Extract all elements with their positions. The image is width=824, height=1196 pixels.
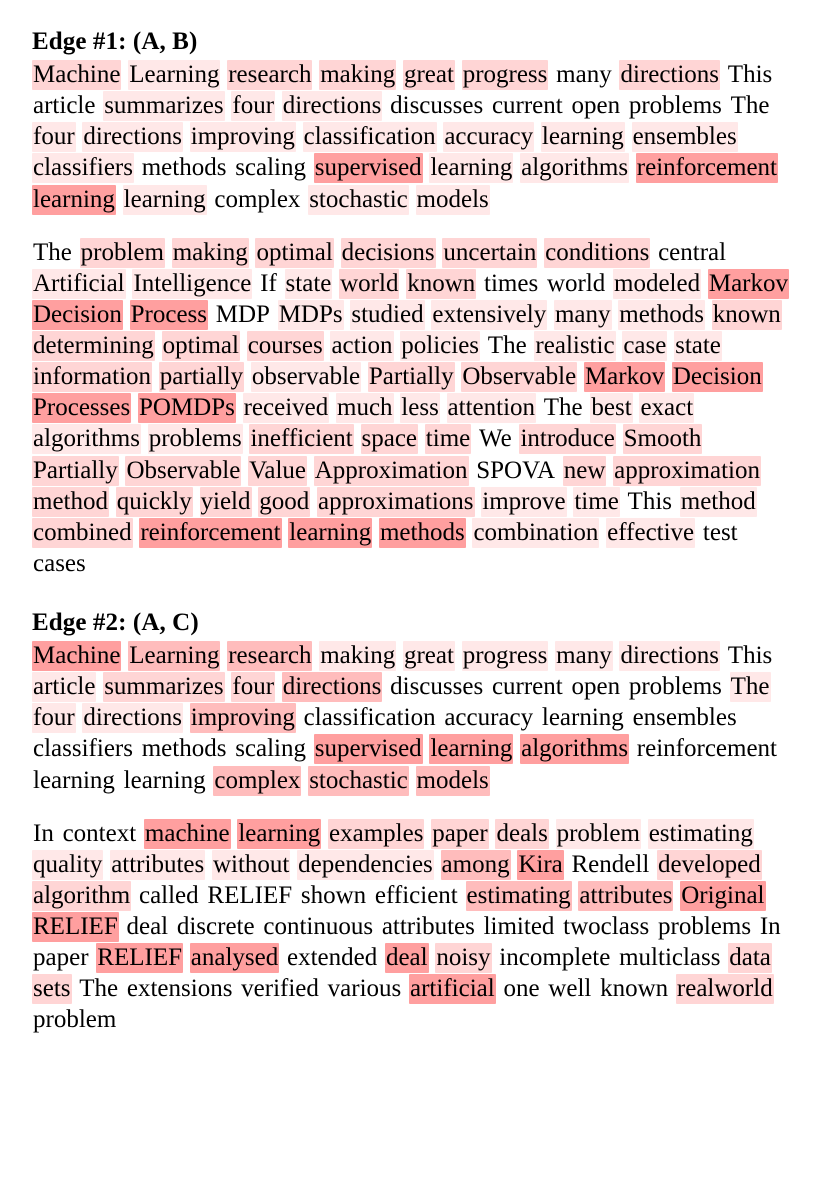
- token: new: [563, 456, 606, 484]
- token: models: [416, 766, 489, 794]
- token: Learning: [129, 642, 220, 669]
- token: learning: [430, 154, 513, 182]
- token: This: [627, 487, 672, 515]
- token: reinforcement: [636, 154, 777, 182]
- token: discrete: [176, 913, 255, 940]
- token: Artificial: [33, 269, 125, 297]
- token: open: [571, 92, 621, 120]
- token: In: [759, 913, 781, 940]
- token: deal: [385, 944, 428, 972]
- token: If: [260, 269, 277, 297]
- token: various: [327, 975, 402, 1003]
- token: making: [172, 238, 248, 266]
- token: directions: [282, 673, 382, 701]
- token: four: [33, 123, 75, 151]
- token: problem: [556, 819, 640, 847]
- token: inefficient: [250, 425, 353, 453]
- token: combined: [33, 518, 132, 546]
- token: accuracy: [444, 704, 534, 732]
- token: learning: [33, 185, 115, 213]
- token: known: [407, 269, 476, 297]
- token: four: [232, 673, 275, 701]
- token: methods: [619, 300, 704, 328]
- token: models: [416, 185, 489, 213]
- token: estimating: [648, 819, 753, 847]
- token: reinforcement: [140, 518, 281, 546]
- token: directions: [620, 642, 720, 669]
- token: known: [712, 300, 781, 328]
- token: studied: [351, 300, 424, 328]
- token: ensembles: [632, 704, 737, 732]
- token: The: [543, 394, 583, 422]
- token: central: [658, 238, 727, 266]
- token: one: [503, 975, 540, 1003]
- token: making: [320, 642, 396, 669]
- token: learning: [430, 735, 513, 763]
- edge-title: Edge #1: (A, B): [32, 28, 198, 55]
- token: yield: [200, 487, 251, 515]
- token: courses: [247, 332, 323, 359]
- token: progress: [462, 61, 548, 88]
- token: problem: [80, 238, 164, 266]
- token: supervised: [314, 735, 422, 763]
- token: methods: [379, 518, 465, 546]
- token: twoclass: [563, 913, 650, 940]
- token: known: [600, 975, 669, 1003]
- token: received: [243, 394, 329, 422]
- token: realworld: [676, 975, 773, 1003]
- token: Value: [249, 456, 306, 484]
- token: SPOVA: [476, 456, 555, 484]
- token: RELIEF: [207, 881, 293, 909]
- token: incomplete: [499, 944, 611, 972]
- token: realistic: [535, 332, 615, 359]
- token: approximation: [614, 456, 760, 484]
- token: world: [340, 269, 399, 297]
- token: many: [556, 642, 612, 669]
- token: optimal: [162, 332, 239, 359]
- token: shown: [300, 881, 367, 909]
- token: estimating: [466, 881, 571, 909]
- token: four: [232, 92, 275, 120]
- token: making: [320, 61, 396, 88]
- token: great: [403, 642, 454, 669]
- token: Machine: [33, 61, 121, 88]
- token: The: [730, 673, 770, 701]
- token: scaling: [235, 735, 307, 763]
- token: paper: [432, 819, 488, 847]
- token: effective: [607, 518, 695, 546]
- token: Processes: [33, 394, 131, 422]
- token: extended: [286, 944, 378, 972]
- token: times: [484, 269, 539, 297]
- token: We: [478, 425, 512, 453]
- token: paper: [33, 944, 89, 972]
- token: directions: [620, 61, 720, 88]
- token: reinforcement: [636, 735, 777, 763]
- token: classification: [303, 123, 436, 151]
- token: learning: [123, 766, 206, 794]
- token: observable: [251, 363, 361, 391]
- token: Decision: [33, 300, 122, 328]
- highlighted-paragraph: [32, 59, 794, 215]
- token: analysed: [190, 944, 279, 972]
- token: complex: [214, 766, 301, 794]
- edge-block: [32, 26, 794, 579]
- token: learning: [238, 819, 321, 847]
- token: developed: [658, 850, 761, 878]
- token: algorithms: [521, 735, 629, 763]
- token: time: [425, 425, 471, 453]
- token: The: [730, 92, 770, 120]
- token: decisions: [341, 238, 435, 266]
- token: improving: [190, 123, 295, 151]
- token: supervised: [314, 154, 422, 182]
- token: learning: [289, 518, 372, 546]
- token: problems: [628, 673, 722, 701]
- token: deals: [496, 819, 548, 847]
- token: dependencies: [298, 850, 433, 878]
- token: less: [401, 394, 439, 422]
- token: introduce: [520, 425, 615, 453]
- token: classifiers: [33, 735, 133, 763]
- token: combination: [473, 518, 599, 546]
- token: many: [554, 300, 611, 328]
- token: In: [33, 819, 54, 847]
- token: conditions: [545, 238, 650, 266]
- token: Observable: [126, 456, 241, 484]
- token: verified: [241, 975, 319, 1003]
- token: attributes: [381, 913, 475, 940]
- token: context: [62, 819, 137, 847]
- token: Smooth: [623, 425, 702, 453]
- token: best: [591, 394, 632, 422]
- token: information: [33, 363, 152, 391]
- token: attributes: [111, 850, 205, 878]
- token: continuous: [263, 913, 374, 940]
- token: multiclass: [619, 944, 721, 972]
- token: summarizes: [104, 673, 224, 701]
- token: learning: [541, 704, 624, 732]
- token: world: [546, 269, 606, 297]
- token: state: [675, 332, 721, 359]
- token: extensively: [432, 300, 547, 328]
- token: action: [331, 332, 393, 359]
- token: MDPs: [278, 300, 343, 328]
- token: case: [623, 332, 667, 359]
- token: machine: [144, 819, 230, 847]
- token: approximations: [318, 487, 474, 515]
- token: time: [574, 487, 619, 515]
- token: RELIEF: [97, 944, 182, 972]
- highlighted-paragraph: [32, 640, 794, 796]
- token: POMDPs: [138, 394, 235, 422]
- token: open: [571, 673, 621, 701]
- token: Observable: [462, 363, 577, 391]
- token: problems: [628, 92, 722, 120]
- token: This: [727, 61, 773, 88]
- token: quickly: [116, 487, 192, 515]
- token: research: [228, 61, 312, 88]
- token: method: [680, 487, 756, 515]
- edge-block: [32, 607, 794, 1036]
- token: article: [33, 673, 96, 701]
- token: methods: [141, 154, 227, 182]
- highlighted-paragraph: [32, 237, 794, 579]
- token: scaling: [235, 154, 307, 182]
- token: problem: [33, 1006, 117, 1034]
- token: RELIEF: [33, 913, 118, 940]
- token: The: [33, 238, 72, 266]
- token: much: [337, 394, 393, 422]
- token: great: [403, 61, 454, 88]
- token: current: [491, 673, 563, 701]
- token: Machine: [33, 642, 121, 669]
- token: directions: [83, 123, 182, 151]
- token: attributes: [579, 881, 673, 909]
- token: learning: [541, 123, 624, 151]
- token: learning: [123, 185, 206, 213]
- token: noisy: [436, 944, 491, 972]
- token: algorithm: [33, 881, 131, 909]
- token: current: [491, 92, 563, 120]
- token: Decision: [672, 363, 762, 391]
- token: data: [729, 944, 771, 972]
- token: good: [259, 487, 310, 515]
- token: test: [702, 518, 738, 546]
- token: Partially: [368, 363, 454, 391]
- token: problems: [658, 913, 752, 940]
- token: without: [212, 850, 290, 878]
- token: article: [33, 92, 96, 120]
- token: many: [556, 61, 612, 88]
- token: Process: [130, 300, 208, 328]
- token: sets: [33, 975, 71, 1003]
- token: The: [487, 332, 527, 359]
- token: Rendell: [571, 850, 650, 878]
- token: improve: [482, 487, 566, 515]
- token: space: [361, 425, 418, 453]
- token: Learning: [129, 61, 220, 88]
- token: state: [285, 269, 332, 297]
- highlighted-paragraph: [32, 818, 794, 1036]
- token: MDP: [215, 300, 270, 328]
- token: extensions: [126, 975, 233, 1003]
- token: well: [548, 975, 592, 1003]
- token: Intelligence: [133, 269, 252, 297]
- token: complex: [214, 185, 301, 213]
- token: classifiers: [33, 154, 133, 182]
- token: artificial: [410, 975, 495, 1003]
- token: Partially: [33, 456, 118, 484]
- token: Kira: [518, 850, 563, 878]
- token: attention: [447, 394, 536, 422]
- token: exact: [640, 394, 694, 422]
- token: methods: [141, 735, 227, 763]
- token: discusses: [390, 92, 484, 120]
- token: ensembles: [632, 123, 737, 151]
- token: cases: [33, 549, 86, 577]
- token: directions: [282, 92, 382, 120]
- edge-blocks-container: [32, 26, 794, 1036]
- token: limited: [483, 913, 555, 940]
- token: deal: [126, 913, 169, 940]
- token: research: [228, 642, 312, 669]
- token: stochastic: [309, 766, 408, 794]
- token: efficient: [374, 881, 458, 909]
- token: stochastic: [309, 185, 408, 213]
- token: modeled: [614, 269, 701, 297]
- token: determining: [33, 332, 154, 359]
- token: The: [79, 975, 119, 1003]
- token: problems: [148, 425, 242, 453]
- token: accuracy: [444, 123, 534, 151]
- token: uncertain: [443, 238, 537, 266]
- token: called: [138, 881, 199, 909]
- edge-title: Edge #2: (A, C): [32, 609, 199, 636]
- token: Markov: [584, 363, 665, 391]
- token: quality: [33, 850, 103, 878]
- token: This: [727, 642, 773, 669]
- token: optimal: [256, 238, 333, 266]
- token: four: [33, 704, 75, 732]
- token: classification: [303, 704, 436, 732]
- token: among: [441, 850, 510, 878]
- token: algorithms: [33, 425, 140, 453]
- token: improving: [190, 704, 295, 732]
- token: progress: [462, 642, 548, 669]
- token: Original: [681, 881, 765, 909]
- token: algorithms: [521, 154, 629, 182]
- token: summarizes: [104, 92, 224, 120]
- token: Markov: [708, 269, 789, 297]
- token: policies: [401, 332, 480, 359]
- token: examples: [329, 819, 424, 847]
- token: discusses: [390, 673, 484, 701]
- token: method: [33, 487, 108, 515]
- token: directions: [83, 704, 182, 732]
- token: partially: [159, 363, 244, 391]
- token: learning: [33, 766, 115, 794]
- token: Approximation: [314, 456, 468, 484]
